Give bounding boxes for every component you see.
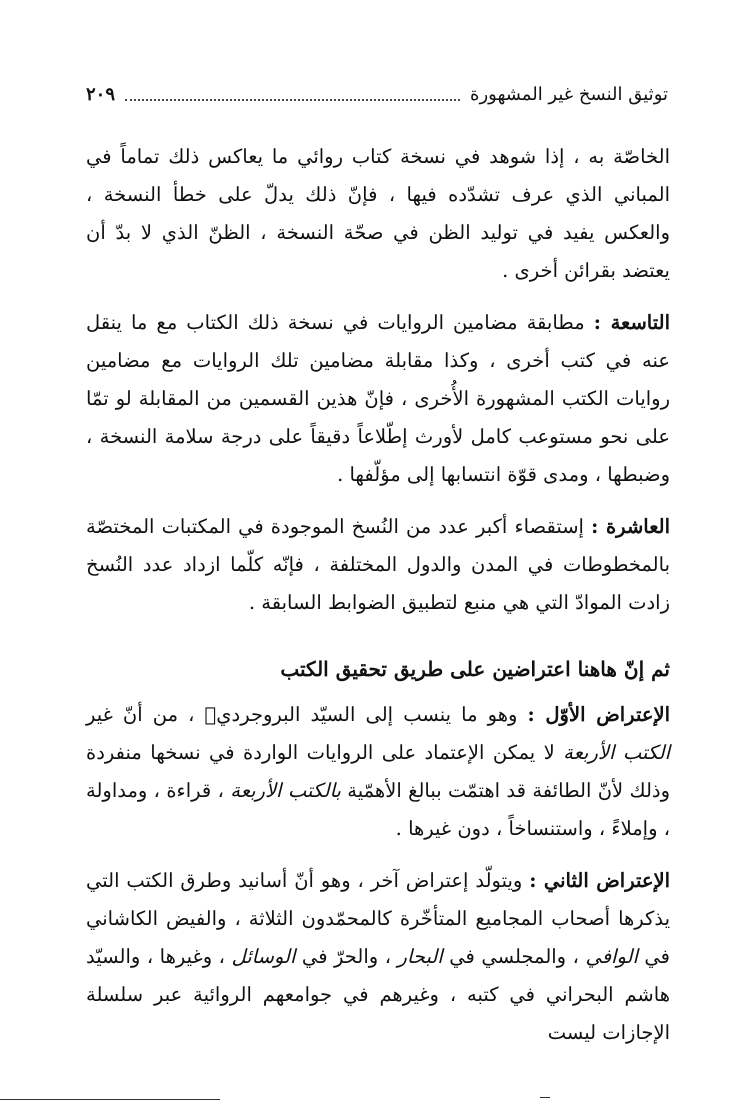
book-title-emphasis: الوافي (585, 945, 638, 968)
objection-text: ، قراءة ، ومداولة ، وإملاءً ، واستنساخاً ، دون غيرها . (86, 779, 670, 840)
book-title-emphasis: الكتب الأربعة (563, 741, 670, 764)
running-header (86, 78, 668, 110)
page-number: ٢٠٩ (86, 83, 116, 105)
objection-lead: الإعتراض الثاني : (529, 869, 671, 892)
paragraph-ninth (86, 304, 670, 494)
objection-first (86, 696, 670, 848)
book-title-emphasis: البحار (397, 945, 443, 968)
running-header-title: توثيق النسخ غير المشهورة (470, 83, 668, 105)
objection-text: وهو ما ينسب إلى السيّد البروجردي﷫ ، من أنّ غير (86, 703, 528, 726)
paragraph-text: إستقصاء أكبر عدد من النُسخ الموجودة في المكتبات المختصّة بالمخطوطات في المدن والدول المختلفة ، فإنّه كلّما ازداد عدد النُسخ زادت الموادّ التي هي منبع لتطبيق الضوابط السابقة . (86, 515, 670, 614)
paragraph-continued (86, 138, 670, 290)
objection-text: ويتولّد إعتراض آخر ، وهو أنّ أسانيد وطرق الكتب التي يذكرها أصحاب المجاميع المتأخّرة كالمحمّدون الثلاثة ، والفيض الكاشاني في (86, 869, 670, 968)
footer-mark (540, 1097, 550, 1098)
leader-dots (125, 99, 460, 101)
objection-text: ، والحرّ في (295, 945, 398, 968)
objection-text: لا يمكن الإعتماد على الروايات الواردة في نسخها منفردة وذلك لأنّ الطائفة قد اهتمّت ببالغ الأهمّية (86, 741, 670, 802)
objection-text: ، والمجلسي في (442, 945, 586, 968)
book-title-emphasis: الوسائل (231, 945, 296, 968)
paragraph-tenth (86, 508, 670, 622)
footer-rule (0, 1099, 220, 1100)
objection-lead: الإعتراض الأوّل : (527, 703, 671, 726)
paragraph-lead: التاسعة : (593, 311, 670, 334)
paragraph-lead: العاشرة : (591, 515, 670, 538)
objection-second (86, 862, 670, 1052)
section-heading: ثم إنّ هاهنا اعتراضين على طريق تحقيق الكتب (280, 657, 670, 681)
objection-text: ، وغيرها ، والسيّد هاشم البحراني في كتبه ، وغيرهم في جوامعهم الروائية عبر سلسلة الإجازات ليست (86, 945, 670, 1044)
paragraph-text: مطابقة مضامين الروايات في نسخة ذلك الكتاب مع ما ينقل عنه في كتب أخرى ، وكذا مقابلة مضامين تلك الروايات مع مضامين روايات الكتب المشهورة الأُخرى ، فإنّ هذين القسمين من المقابلة لو تمّا على نحو مستوعب كامل لأورث إطّلاعاً دقيقاً على درجة سلامة النسخة ، وضبطها ، ومدى قوّة انتسابها إلى مؤلّفها . (86, 311, 670, 486)
book-title-emphasis: بالكتب الأربعة (230, 779, 341, 802)
page-body (86, 138, 670, 1066)
paragraph-text: الخاصّة به ، إذا شوهد في نسخة كتاب روائي ما يعاكس ذلك تماماً في المباني الذي عرف تشدّده فيها ، فإنّ ذلك يدلّ على خطأ النسخة ، والعكس يفيد في توليد الظن في صحّة النسخة ، الظنّ الذي لا بدّ أن يعتضد بقرائن أخرى . (86, 145, 670, 282)
